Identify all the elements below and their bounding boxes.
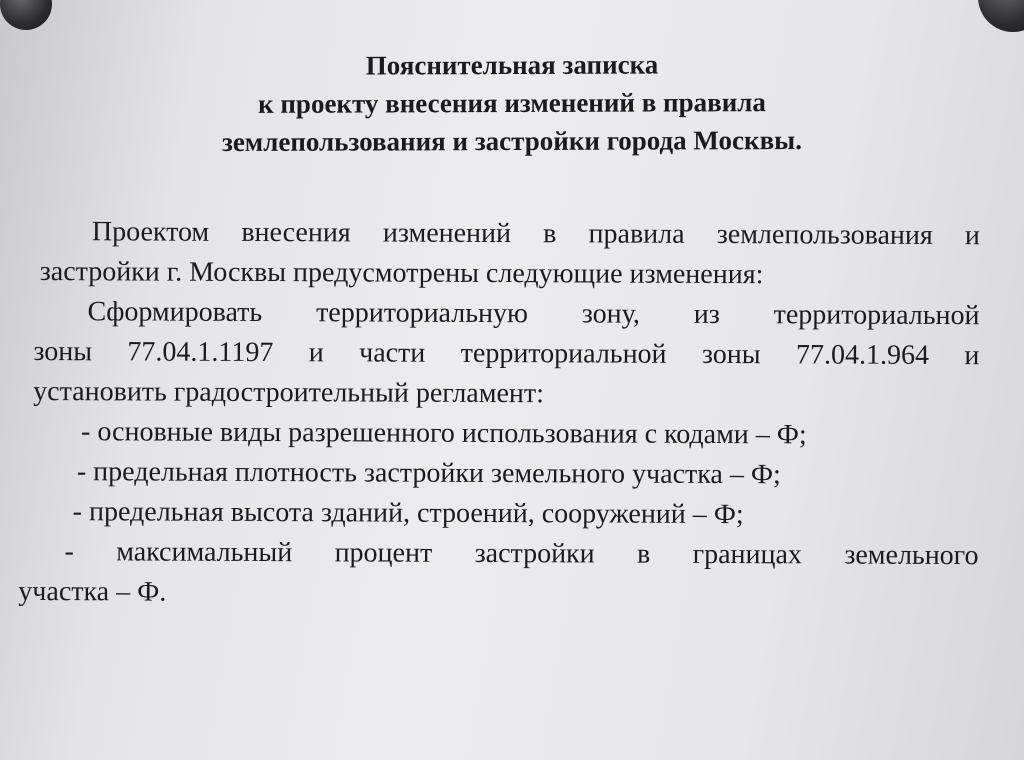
list-item-3: - предельная высота зданий, строений, сооружений – Ф; [72, 496, 744, 531]
paragraph-1-line-1: Проектом внесения изменений в правила землепользования и [91, 216, 980, 252]
title-line-2: к проекту внесения изменений в правила [258, 87, 766, 119]
paragraph-1-line-2: застройки г. Москвы предусмотрены следующие изменения: [39, 256, 764, 291]
paragraph-2-line-2: зоны 77.04.1.1197 и части территориальной зоны 77.04.1.964 и [33, 336, 980, 372]
title-line-3: землепользования и застройки города Москвы. [221, 124, 803, 158]
paragraph-2-line-1: Сформировать территориальную зону, из территориальной [87, 296, 980, 332]
document-body [18, 212, 980, 616]
list-item-4-line-1: - максимальный процент застройки в границах земельного [64, 536, 979, 572]
list-item-4-line-2: участка – Ф. [18, 575, 167, 608]
title-line-1: Пояснительная записка [365, 49, 659, 81]
paragraph-2-line-3: установить градостроительный регламент: [33, 376, 544, 410]
list-item-2: - предельная плотность застройки земельного участка – Ф; [76, 456, 781, 491]
document-title [0, 44, 1024, 162]
list-item-1: - основные виды разрешенного использования с кодами – Ф; [80, 416, 807, 451]
